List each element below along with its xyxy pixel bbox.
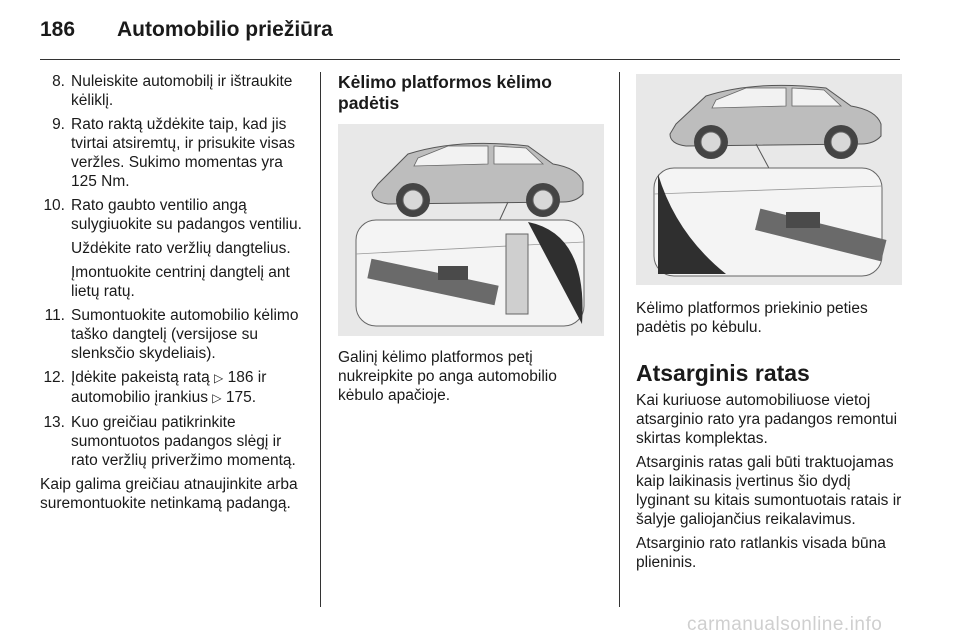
step-number: 13.	[43, 414, 65, 431]
figure-caption: Kėlimo platformos priekinio peties padėtis po kėbulu.	[636, 300, 868, 336]
step-number: 12.	[43, 369, 65, 386]
step-12	[40, 368, 308, 408]
page-reference-link[interactable]: 175.	[225, 389, 257, 406]
section-title: Kėlimo platformos kėlimo padėtis	[338, 72, 552, 113]
figure-caption: Galinį kėlimo platformos petį nukreipkite po anga automobilio kėbulo apačioje.	[338, 349, 557, 404]
spare-wheel-paragraph-1: Kai kuriuose automobiliuose vietoj atsarginio rato yra padangos remontui skirtas komplektas.	[636, 392, 898, 447]
step-11	[40, 306, 308, 363]
step-13	[40, 413, 308, 470]
lift-point-rear-illustration	[338, 124, 604, 336]
spare-wheel-heading: Atsarginis ratas	[636, 360, 810, 386]
car-lift-front-image	[636, 74, 902, 285]
header-divider	[40, 59, 900, 60]
step-number: 10.	[43, 197, 65, 214]
step-12-text: Įdėkite pakeistą ratą	[71, 369, 215, 386]
page-title: Automobilio priežiūra	[117, 18, 333, 41]
step-text: Rato gaubto ventilio angą sulygiuokite su padangos ventiliu.	[71, 197, 302, 233]
step-9	[40, 115, 308, 191]
column-1	[40, 72, 308, 518]
step-text	[71, 368, 308, 408]
page-header	[40, 18, 920, 58]
step-10-sub-1: Uždėkite rato veržlių dangtelius.	[71, 240, 291, 257]
spare-wheel-paragraph-2: Atsarginis ratas gali būti traktuojamas kaip laikinasis įvertinus šio dydį lyginant su kitais sumontuotais ratais ir šalyje galiojančius reikalavimus.	[636, 454, 902, 528]
step-number: 8.	[52, 73, 65, 90]
watermark: carmanualsonline.info	[687, 614, 883, 635]
step-text: Kuo greičiau patikrinkite sumontuotos padangos slėgį ir rato veržlių priveržimo momentą.	[71, 414, 296, 469]
column-divider-2	[619, 72, 620, 607]
column-2	[338, 72, 606, 410]
page-number: 186	[40, 18, 76, 41]
step-text: Rato raktą uždėkite taip, kad jis tvirtai atsiremtų, ir prisukite visas veržles. Sukimo momentas yra 125 Nm.	[71, 116, 295, 190]
step-10-sub-2: Įmontuokite centrinį dangtelį ant lietų ratų.	[71, 264, 290, 300]
step-text: Nuleiskite automobilį ir ištraukite kėliklį.	[71, 73, 293, 109]
step-number: 11.	[44, 307, 65, 324]
closing-paragraph: Kaip galima greičiau atnaujinkite arba suremontuokite netinkamą padangą.	[40, 476, 298, 512]
reference-arrow-icon: ▷	[214, 371, 224, 385]
column-3	[636, 72, 904, 577]
step-number: 9.	[52, 116, 65, 133]
lift-point-front-illustration	[636, 74, 902, 285]
page-reference-link[interactable]: 186 ir automobilio įrankius	[71, 369, 267, 406]
step-8	[40, 72, 308, 110]
car-lift-rear-image	[338, 124, 604, 336]
column-divider-1	[320, 72, 321, 607]
step-10	[40, 196, 308, 234]
spare-wheel-paragraph-3: Atsarginio rato ratlankis visada būna plieninis.	[636, 535, 886, 571]
reference-arrow-icon: ▷	[212, 391, 222, 405]
step-text: Sumontuokite automobilio kėlimo taško dangtelį (versijose su slenksčio skydeliais).	[71, 307, 299, 362]
